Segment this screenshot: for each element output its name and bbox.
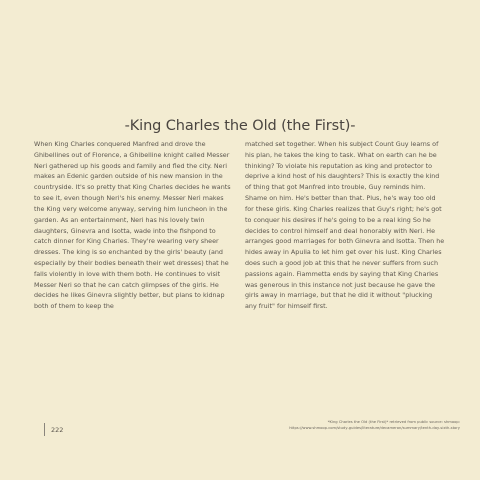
text-column-right (245, 139, 445, 312)
page-number: 222 (51, 426, 64, 434)
source-footnote (230, 419, 460, 431)
footnote-line-2: https://www.shmoop.com/study-guides/literature/decameron/summary/tenth-day-sixth-story (289, 426, 460, 431)
page-number-rule (44, 423, 45, 436)
footnote-line-1: *King Charles the Old (the First)* retrieved from public source: shmoop: (327, 420, 460, 424)
body-paragraph-left: When King Charles conquered Manfred and drove the Ghibellines out of Florence, a Ghibelline knight called Messer Neri gathered up his goods and family and fled the city. Neri makes an Edenic garden outside of his new mansion in the countryside. It's so pretty that King Charles decides he wants to see it, even though Neri's his enemy. Messer Neri makes the King very welcome anyway, serving him luncheon in the garden. As an entertainment, Neri has his lovely twin daughters, Ginevra and Isotta, wade into the fishpond to catch dinner for King Charles. They're wearing very sheer dresses. The king is so enchanted by the girls' beauty (and especially by their bodies beneath their wet dresses) that he falls violently in love with them both. He continues to visit Messer Neri so that he can catch glimpses of the girls. He decides he likes Ginevra slightly better, but plans to kidnap both of them to keep the (34, 140, 231, 311)
text-column-left (34, 139, 234, 312)
body-paragraph-right: matched set together. When his subject Count Guy learns of his plan, he takes the king to task. What on earth can he be thinking? To violate his reputation as king and protector to deprive a kind host of his daughters? This is exactly the kind of thing that got Manfred into trouble, Guy reminds him. Shame on him. He's better than that. Plus, he's way too old for these girls. King Charles realizes that Guy's right; he's got to conquer his desires if he's going to be a real king So he decides to control himself and deal honorably with Neri. He arranges good marriages for both Ginevra and Isotta. Then he hides away in Apulia to let him get over his lust. King Charles does such a good job at this that he never suffers from such passions again. Fiammetta ends by saying that King Charles was generous in this instance not just because he gave the girls away in marriage, but that he did it without "plucking any fruit" for himself first. (245, 140, 445, 311)
page-title: -King Charles the Old (the First)- (124, 117, 356, 134)
